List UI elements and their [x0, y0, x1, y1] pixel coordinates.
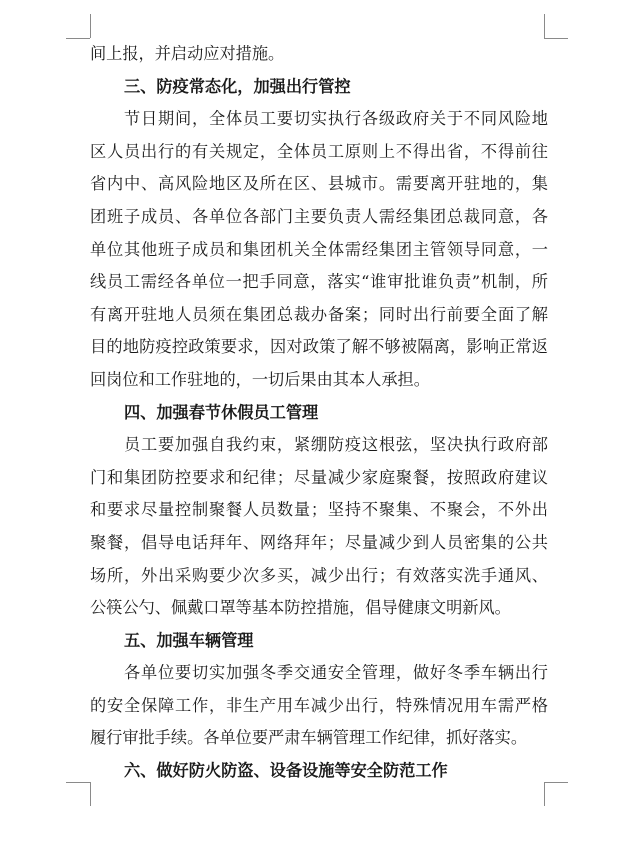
paragraph-line: 和要求尽量控制聚餐人员数量；坚持不聚集、不聚会，不外出	[90, 500, 548, 520]
paragraph-line: 节日期间，全体员工要切实执行各级政府关于不同风险地	[90, 109, 548, 129]
paragraph-line: 团班子成员、各单位各部门主要负责人需经集团总裁同意，各	[90, 206, 548, 226]
document-body	[90, 38, 548, 788]
section-heading: 四、加强春节休假员工管理	[124, 402, 319, 422]
paragraph-line: 的安全保障工作，非生产用车减少出行，特殊情况用车需严格	[90, 695, 548, 715]
section-heading: 三、防疫常态化，加强出行管控	[124, 76, 351, 96]
paragraph-line: 省内中、高风险地区及所在区、县城市。需要离开驻地的，集	[90, 174, 548, 194]
paragraph-line: 有离开驻地人员须在集团总裁办备案；同时出行前要全面了解	[90, 304, 548, 324]
paragraph-line: 员工要加强自我约束，紧绷防疫这根弦，坚决执行政府部	[90, 435, 548, 455]
paragraph-line: 各单位要切实加强冬季交通安全管理，做好冬季车辆出行	[90, 663, 548, 683]
crop-mark-top-left-v	[90, 14, 91, 38]
paragraph-line: 目的地防疫控政策要求，因对政策了解不够被隔离，影响正常返	[90, 337, 548, 357]
crop-mark-top-left-h	[66, 38, 90, 39]
paragraph-line: 聚餐，倡导电话拜年、网络拜年；尽量减少到人员密集的公共	[90, 532, 548, 552]
crop-mark-top-right-v	[544, 14, 545, 38]
paragraph-line: 间上报，并启动应对措施。	[90, 44, 285, 63]
paragraph-line: 场所，外出采购要少次多买，减少出行；有效落实洗手通风、	[90, 565, 548, 585]
section-heading: 五、加强车辆管理	[124, 630, 254, 650]
paragraph-line: 区人员出行的有关规定，全体员工原则上不得出省，不得前往	[90, 141, 548, 161]
crop-mark-bottom-left-h	[66, 782, 90, 783]
section-heading: 六、做好防火防盗、设备设施等安全防范工作	[124, 761, 448, 781]
paragraph-line: 履行审批手续。各单位要严肃车辆管理工作纪律，抓好落实。	[90, 728, 528, 748]
paragraph-line: 门和集团防控要求和纪律；尽量减少家庭聚餐，按照政府建议	[90, 467, 548, 487]
paragraph-line: 公筷公勺、佩戴口罩等基本防控措施，倡导健康文明新风。	[90, 598, 511, 618]
paragraph-line: 回岗位和工作驻地的，一切后果由其本人承担。	[90, 369, 430, 389]
paragraph-line: 线员工需经各单位一把手同意，落实“谁审批谁负责”机制，所	[90, 272, 548, 292]
paragraph-line: 单位其他班子成员和集团机关全体需经集团主管领导同意，一	[90, 239, 548, 259]
